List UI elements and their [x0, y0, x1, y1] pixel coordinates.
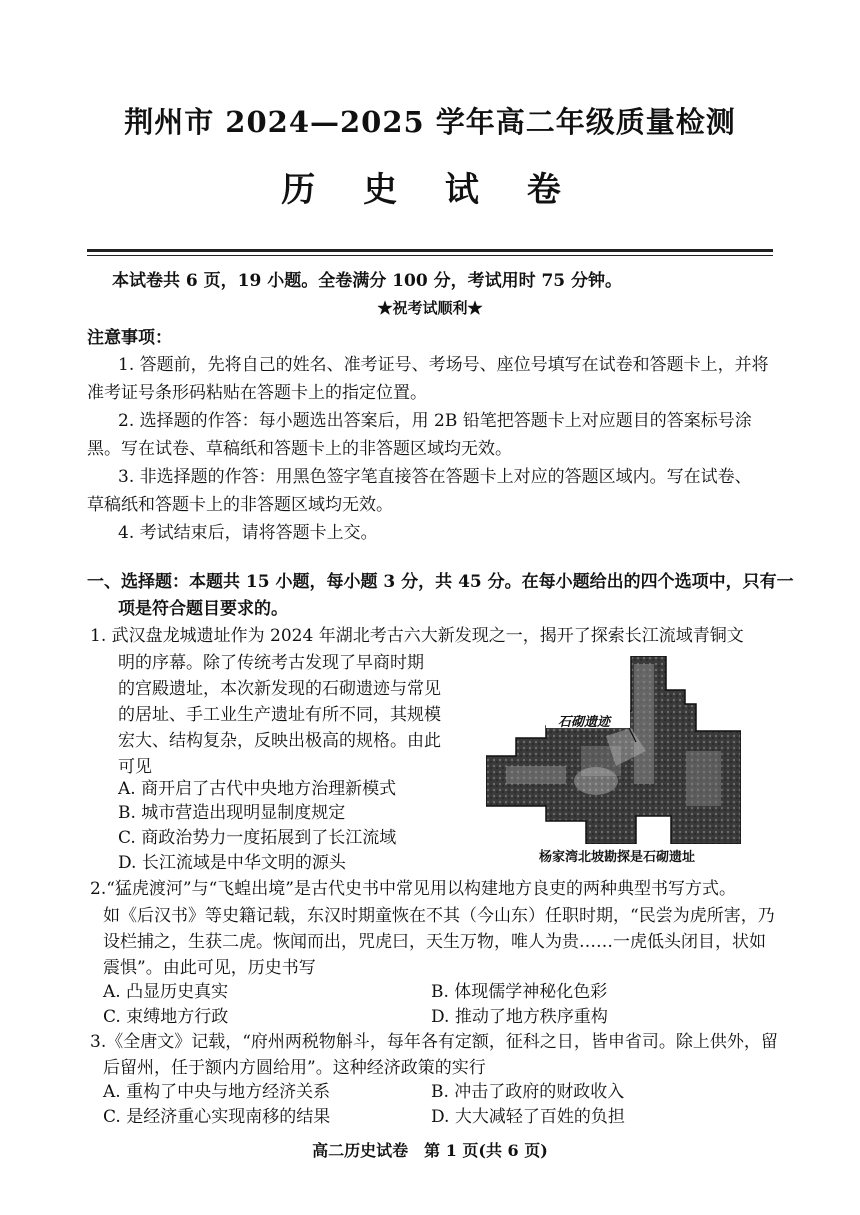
question-3-option-b: B. 冲击了政府的财政收入	[431, 1082, 625, 1102]
question-1-option-d: D. 长江流域是中华文明的源头	[118, 853, 346, 873]
question-1-stem: 1. 武汉盘龙城遗址作为 2024 年湖北考古六大新发现之一，揭开了探索长江流域青铜文	[90, 626, 744, 646]
notice-item: 2. 选择题的作答：每小题选出答案后，用 2B 铅笔把答题卡上对应题目的答案标号涂	[118, 411, 752, 431]
question-3-line: 后留州，任于额内方圆给用”。这种经济政策的实行	[103, 1058, 486, 1078]
image-label: 石砌遗迹	[558, 715, 611, 730]
question-3-option-c: C. 是经济重心实现南移的结果	[103, 1107, 331, 1127]
question-2-option-a: A. 凸显历史真实	[103, 982, 229, 1002]
page-footer: 高二历史试卷 第 1 页(共 6 页)	[312, 1141, 548, 1160]
question-2-option-c: C. 束缚地方行政	[103, 1007, 229, 1027]
notice-heading: 注意事项：	[87, 328, 172, 348]
question-1-option-c: C. 商政治势力一度拓展到了长江流域	[118, 828, 397, 848]
notice-item: 4. 考试结束后，请将答题卡上交。	[118, 523, 378, 543]
question-1-line: 明的序幕。除了传统考古发现了早商时期	[118, 653, 424, 673]
question-1-line: 宏大、结构复杂，反映出极高的规格。由此	[118, 731, 441, 751]
exam-wish: ★祝考试顺利★	[377, 299, 483, 317]
question-2-option-b: B. 体现儒学神秘化色彩	[431, 982, 608, 1002]
question-2-stem: 2.“猛虎渡河”与“飞蝗出境”是古代史书中常见用以构建地方良吏的两种典型书写方式。	[90, 879, 736, 899]
notice-item: 1. 答题前，先将自己的姓名、准考证号、考场号、座位号填写在试卷和答题卡上，并将	[118, 355, 769, 375]
question-1-option-a: A. 商开启了古代中央地方治理新模式	[118, 779, 397, 799]
exam-title: 荆州市 2024—2025 学年高二年级质量检测	[124, 105, 736, 139]
exam-subtitle: 历 史 试 卷	[281, 170, 579, 210]
question-1-line: 的居址、手工业生产遗址有所不同，其规模	[118, 705, 441, 725]
question-2-line: 震惧”。由此可见，历史书写	[103, 958, 316, 978]
question-3-option-d: D. 大大减轻了百姓的负担	[431, 1107, 625, 1127]
question-2-option-d: D. 推动了地方秩序重构	[431, 1007, 608, 1027]
exam-summary: 本试卷共 6 页，19 小题。全卷满分 100 分，考试用时 75 分钟。	[112, 271, 623, 291]
notice-item-cont: 草稿纸和答题卡上的非答题区域均无效。	[87, 495, 393, 515]
notice-item: 3. 非选择题的作答：用黑色签字笔直接答在答题卡上对应的答题区域内。写在试卷、	[118, 467, 752, 487]
header-divider-thin	[87, 255, 773, 256]
notice-item-cont: 黑。写在试卷、草稿纸和答题卡上的非答题区域均无效。	[87, 439, 512, 459]
question-2-line: 如《后汉书》等史籍记载，东汉时期童恢在不其（今山东）任职时期，“民尝为虎所害，乃	[103, 906, 775, 926]
question-2-line: 设栏捕之，生获二虎。恢闻而出，咒虎曰，天生万物，唯人为贵……一虎低头闭目，状如	[103, 932, 766, 952]
section-heading: 一、选择题：本题共 15 小题，每小题 3 分，共 45 分。在每小题给出的四个选项中，只有一	[87, 572, 794, 592]
question-1-line: 的宫殿遗址，本次新发现的石砌遗迹与常见	[118, 679, 441, 699]
excavation-photo	[486, 656, 741, 844]
question-1-option-b: B. 城市营造出现明显制度规定	[118, 803, 346, 823]
question-3-stem: 3.《全唐文》记载，“府州两税物斛斗，每年各有定额，征科之日，皆申省司。除上供外，留	[90, 1032, 778, 1052]
image-caption: 杨家湾北坡勘探是石砌遗址	[538, 850, 695, 865]
section-heading-cont: 项是符合题目要求的。	[118, 599, 288, 619]
question-1-line: 可见	[118, 757, 152, 777]
notice-item-cont: 准考证号条形码粘贴在答题卡上的指定位置。	[87, 383, 427, 403]
header-divider	[87, 249, 773, 252]
question-3-option-a: A. 重构了中央与地方经济关系	[103, 1082, 331, 1102]
